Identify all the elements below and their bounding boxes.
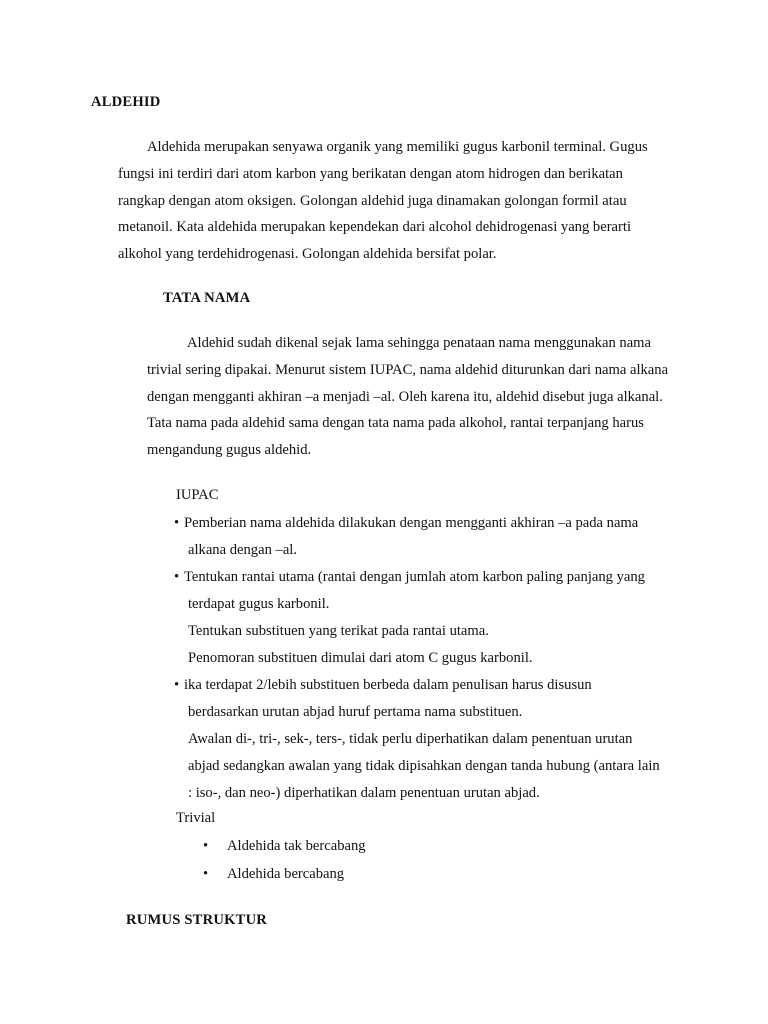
iupac-bullet-3-line-2: berdasarkan urutan abjad huruf pertama nama substituen. <box>188 704 523 720</box>
iupac-bullet-1-line-2: alkana dengan –al. <box>188 542 297 558</box>
iupac-bullet-2-line-2: terdapat gugus karbonil. <box>188 596 330 612</box>
paragraph-aldehid: Aldehida merupakan senyawa organik yang memiliki gugus karbonil terminal. Gugus fungsi ini terdiri dari atom karbon yang berikatan dengan atom hidrogen dan berikatan rangkap dengan atom oksigen. Golongan aldehid juga dinamakan golongan formil atau metanoil. Kata aldehida merupakan kependekan dari alcohol dehidrogenasi yang berarti alkohol yang terdehidrogenasi. Golongan aldehida bersifat polar. <box>118 139 648 263</box>
iupac-bullet-3-extra-3: : iso-, dan neo-) diperhatikan dalam penentuan urutan abjad. <box>188 785 540 801</box>
trivial-label: Trivial <box>176 810 216 826</box>
section-title-tata-nama: TATA NAMA <box>163 290 251 306</box>
trivial-item-2: Aldehida bercabang <box>227 866 345 882</box>
iupac-bullet-3-extra-1: Awalan di-, tri-, sek-, ters-, tidak perlu diperhatikan dalam penentuan urutan <box>188 731 633 747</box>
iupac-bullet-2-line-1: Tentukan rantai utama (rantai dengan jumlah atom karbon paling panjang yang <box>184 569 645 585</box>
iupac-bullet-2-extra-2: Penomoran substituen dimulai dari atom C gugus karbonil. <box>188 650 533 666</box>
iupac-bullet-3-extra-2: abjad sedangkan awalan yang tidak dipisahkan dengan tanda hubung (antara lain <box>188 758 660 774</box>
section-title-rumus-struktur: RUMUS STRUKTUR <box>126 912 268 928</box>
bullet-icon: • <box>203 838 209 854</box>
trivial-item-1: Aldehida tak bercabang <box>227 838 366 854</box>
iupac-bullet-1-line-1: Pemberian nama aldehida dilakukan dengan mengganti akhiran –a pada nama <box>184 515 639 531</box>
bullet-icon: • <box>203 866 209 882</box>
paragraph-tata-nama: Aldehid sudah dikenal sejak lama sehingga penataan nama menggunakan nama trivial sering dipakai. Menurut sistem IUPAC, nama aldehid diturunkan dari nama alkana dengan mengganti akhiran –a menjadi –al. Oleh karena itu, aldehid disebut juga alkanal. Tata nama pada aldehid sama dengan tata nama pada alkohol, rantai terpanjang harus mengandung gugus aldehid. <box>147 335 669 459</box>
iupac-bullet-3-line-1: ika terdapat 2/lebih substituen berbeda dalam penulisan harus disusun <box>184 677 592 693</box>
iupac-bullet-2 <box>174 569 645 586</box>
iupac-bullet-1 <box>174 515 638 532</box>
iupac-label: IUPAC <box>176 487 219 503</box>
iupac-bullet-3 <box>174 677 592 694</box>
bullet-icon: • <box>174 569 180 585</box>
section-title-aldehid: ALDEHID <box>91 94 161 110</box>
iupac-bullet-2-extra-1: Tentukan substituen yang terikat pada rantai utama. <box>188 623 489 639</box>
bullet-icon: • <box>174 677 180 693</box>
bullet-icon: • <box>174 515 180 531</box>
